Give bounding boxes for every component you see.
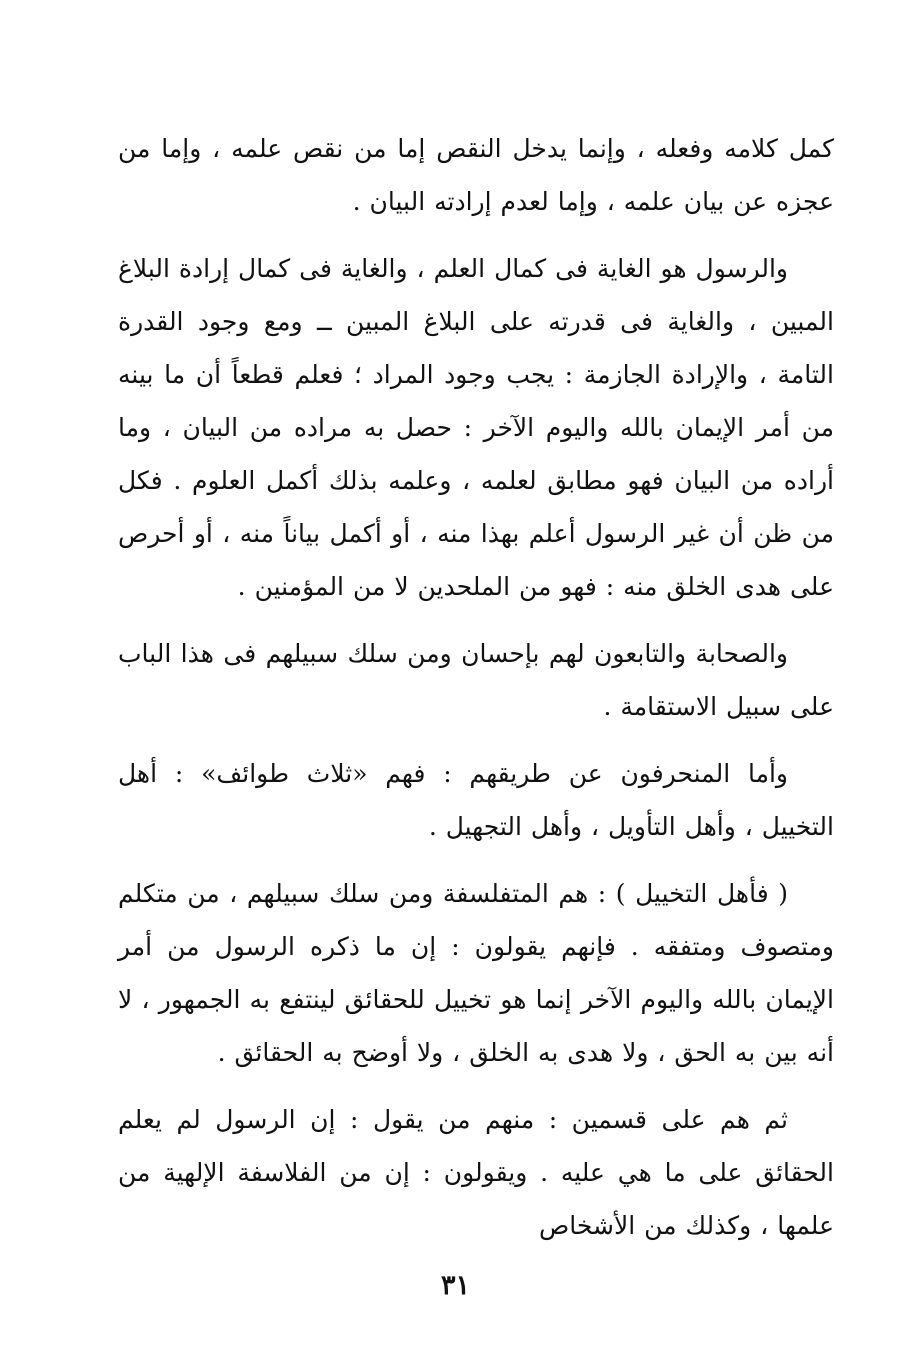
paragraph-2: والرسول هو الغاية فى كمال العلم ، والغاية فى كمال إرادة البلاغ المبين ، والغاية فى قدرته على البلاغ المبين ــ ومع وجود القدرة التامة ، والإرادة الجازمة : يجب وجود المراد ؛ فعلم قطعاً أن ما بينه من أمر الإيمان بالله واليوم الآخر : حصل به مراده من البيان ، وما أراده من البيان فهو مطابق لعلمه ، وعلمه بذلك أكمل العلوم . فكل من ظن أن غير الرسول أعلم بهذا منه ، أو أكمل بياناً منه ، أو أحرص على هدى الخلق منه : فهو من الملحدين لا من المؤمنين .: [118, 254, 834, 601]
page-number: ٣١: [440, 1270, 470, 1301]
page-body: [118, 122, 834, 1266]
paragraph-1: كمل كلامه وفعله ، وإنما يدخل النقص إما من نقص علمه ، وإما من عجزه عن بيان علمه ، وإما لعدم إرادته البيان .: [118, 134, 834, 216]
paragraph-5: ( فأهل التخييل ) : هم المتفلسفة ومن سلك سبيلهم ، من متكلم ومتصوف ومتفقه . فإنهم يقولون : إن ما ذكره الرسول من أمر الإيمان بالله واليوم الآخر إنما هو تخييل للحقائق لينتفع به الجمهور ، لا أنه بين به الحق ، ولا هدى به الخلق ، ولا أوضح به الحقائق .: [118, 879, 834, 1067]
paragraph-3: والصحابة والتابعون لهم بإحسان ومن سلك سبيلهم فى هذا الباب على سبيل الاستقامة .: [118, 639, 834, 721]
paragraph-4: وأما المنحرفون عن طريقهم : فهم «ثلاث طوائف» : أهل التخييل ، وأهل التأويل ، وأهل التجهيل .: [118, 759, 834, 841]
paragraph-6: ثم هم على قسمين : منهم من يقول : إن الرسول لم يعلم الحقائق على ما هي عليه . ويقولون : إن من الفلاسفة الإلهية من علمها ، وكذلك من الأشخاص: [118, 1105, 834, 1240]
